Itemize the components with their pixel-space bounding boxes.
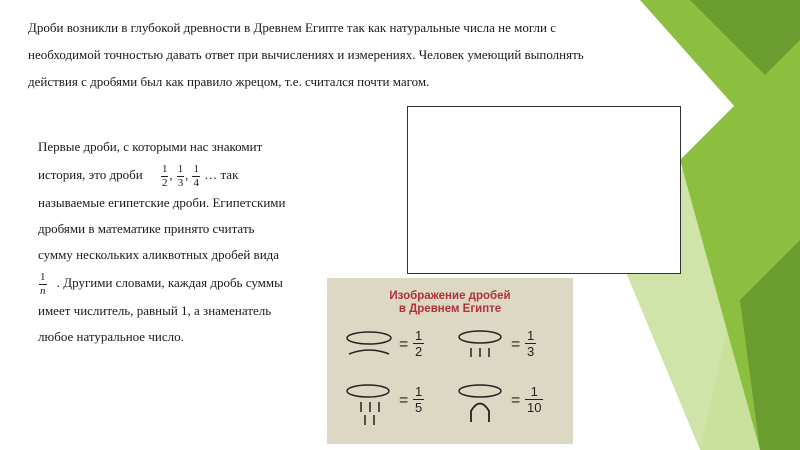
- egyptian-fractions-image: Изображение дробей в Древнем Египте = $\frac{1}{2}$ = $\frac{1}{3}$ = $\frac{1}{5}$ = $\frac{1}{10}$: [327, 278, 573, 444]
- image-title: Изображение дробей в Древнем Египте: [389, 290, 511, 315]
- egyptian-third-glyph: [455, 330, 505, 360]
- text-line: любое натуральное число.: [38, 329, 184, 344]
- intro-line: Дроби возникли в глубокой древности в Древнем Египте так как натуральные числа не могли с: [28, 20, 557, 35]
- fraction-half: $\frac{1}{2}$: [161, 162, 168, 189]
- egyptian-tenth-glyph: [455, 384, 505, 428]
- fraction-quarter: $\frac{1}{4}$: [193, 162, 199, 189]
- line-2-text: история, это дроби: [38, 167, 143, 182]
- text-line: называемые египетские дроби. Египетскими: [38, 195, 286, 210]
- egyptian-half-glyph: [343, 330, 395, 360]
- fraction-third: $\frac{1}{3}$: [177, 162, 184, 189]
- intro-paragraph: [28, 14, 688, 95]
- text-line: $\frac{1}{n}$ . Другими словами, каждая дробь суммы: [40, 270, 283, 297]
- empty-image-frame: [407, 106, 681, 274]
- text-line: [38, 160, 328, 190]
- egyptian-fifth-glyph: [343, 384, 393, 428]
- line-2-after: … так: [204, 167, 239, 182]
- fraction-list: $\frac{1}{2}$ , $\frac{1}{3}$ , $\frac{1}{4}$: [161, 162, 199, 189]
- fraction-one-over-n: $\frac{1}{n}$: [40, 270, 46, 297]
- line-1: Первые дроби, с которыми нас знакомит: [38, 139, 263, 154]
- intro-line: действия с дробями был как правило жрецом, т.е. считался почти магом.: [28, 74, 430, 89]
- text-line: имеет числитель, равный 1, а знаменатель: [38, 303, 272, 318]
- text-line: [38, 134, 328, 160]
- text-line: сумму нескольких аликвотных дробей вида: [38, 247, 280, 262]
- intro-line: необходимой точностью давать ответ при вычислениях и измерениях. Человек умеющий выполнять: [28, 47, 584, 62]
- main-text-block: [38, 134, 328, 350]
- text-line: дробями в математике принято считать: [38, 221, 255, 236]
